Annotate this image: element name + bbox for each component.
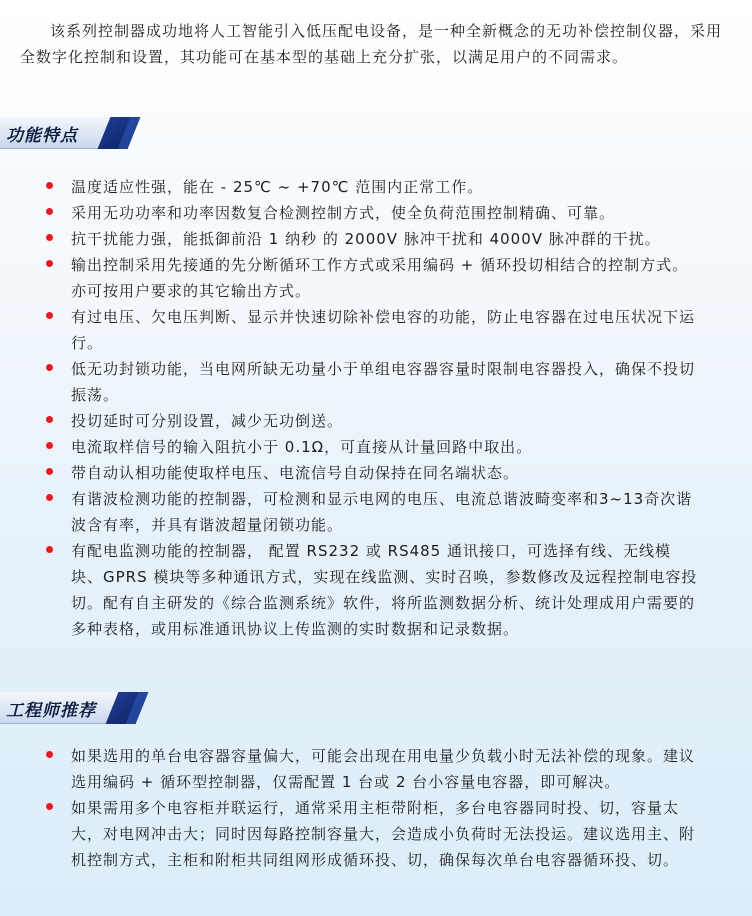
list-item: 带自动认相功能使取样电压、电流信号自动保持在同名端状态。 — [40, 460, 702, 486]
list-item: 有谐波检测功能的控制器，可检测和显示电网的电压、电流总谐波畸变率和3~13奇次谐波含有率，并具有谐波超量闭锁功能。 — [40, 486, 702, 538]
list-item: 输出控制采用先接通的先分断循环工作方式或采用编码 + 循环投切相结合的控制方式。亦可按用户要求的其它输出方式。 — [40, 252, 702, 304]
section-title-features: 功能特点 — [6, 125, 78, 146]
features-list — [40, 174, 702, 642]
intro-paragraph: 该系列控制器成功地将人工智能引入低压配电设备，是一种全新概念的无功补偿控制仪器，采用全数字化控制和设置，其功能可在基本型的基础上充分扩张，以满足用户的不同需求。 — [20, 22, 723, 66]
bullet-icon — [46, 234, 53, 241]
section-title-recommend: 工程师推荐 — [6, 700, 96, 721]
list-item: 有配电监测功能的控制器， 配置 RS232 或 RS485 通讯接口，可选择有线、无线模块、GPRS 模块等多种通讯方式，实现在线监测、实时召唤，参数修改及远程控制电容投切。配有自主研发的《综合监测系统》软件，将所监测数据分析、统计处理成用户需要的多种表格，或用标准通讯协议上传监测的实时数据和记录数据。 — [40, 538, 702, 642]
bullet-icon — [46, 260, 53, 267]
list-item: 有过电压、欠电压判断、显示并快速切除补偿电容的功能，防止电容器在过电压状况下运行。 — [40, 304, 702, 356]
bullet-icon — [46, 546, 53, 553]
bullet-icon — [46, 416, 53, 423]
bullet-icon — [46, 442, 53, 449]
bullet-icon — [46, 494, 53, 501]
bullet-icon — [46, 312, 53, 319]
list-item: 投切延时可分别设置，减少无功倒送。 — [40, 408, 702, 434]
bullet-icon — [46, 182, 53, 189]
list-item: 低无功封锁功能，当电网所缺无功量小于单组电容器容量时限制电容器投入，确保不投切振荡。 — [40, 356, 702, 408]
bullet-icon — [46, 803, 53, 810]
recommend-list — [40, 743, 702, 873]
list-item: 如果选用的单台电容器容量偏大，可能会出现在用电量少负载小时无法补偿的现象。建议选用编码 + 循环型控制器，仅需配置 1 台或 2 台小容量电容器，即可解决。 — [40, 743, 702, 795]
list-item: 采用无功功率和功率因数复合检测控制方式，使全负荷范围控制精确、可靠。 — [40, 200, 702, 226]
section-header-features — [0, 117, 148, 149]
bullet-icon — [46, 208, 53, 215]
list-item: 抗干扰能力强，能抵御前沿 1 纳秒 的 2000V 脉冲干扰和 4000V 脉冲群的干扰。 — [40, 226, 702, 252]
bullet-icon — [46, 468, 53, 475]
list-item: 如果需用多个电容柜并联运行，通常采用主柜带附柜，多台电容器同时投、切，容量太大，对电网冲击大；同时因每路控制容量大，会造成小负荷时无法投运。建议选用主、附机控制方式，主柜和附柜共同组网形成循环投、切，确保每次单台电容器循环投、切。 — [40, 795, 702, 873]
bullet-icon — [46, 751, 53, 758]
bullet-icon — [46, 364, 53, 371]
section-header-recommend — [0, 692, 170, 724]
list-item: 温度适应性强，能在 - 25℃ ~ +70℃ 范围内正常工作。 — [40, 174, 702, 200]
list-item: 电流取样信号的输入阻抗小于 0.1Ω，可直接从计量回路中取出。 — [40, 434, 702, 460]
